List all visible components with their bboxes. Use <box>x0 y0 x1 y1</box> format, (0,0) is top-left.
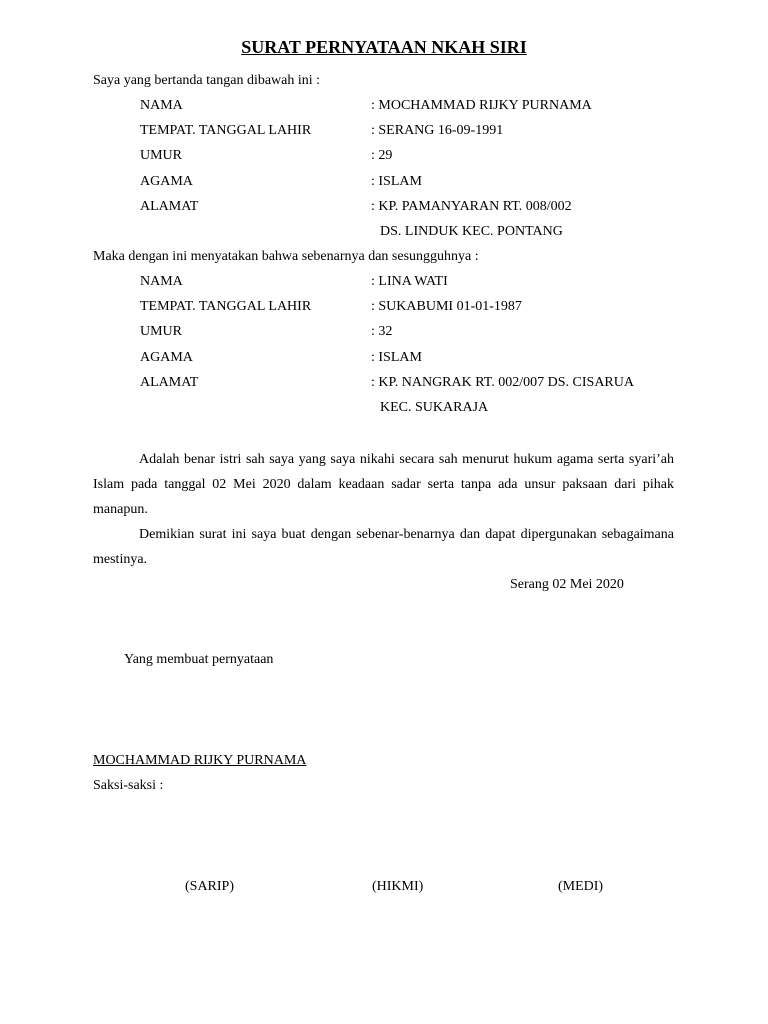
declarant-nama-value: : MOCHAMMAD RIJKY PURNAMA <box>371 98 592 113</box>
spouse-nama-value: : LINA WATI <box>371 274 448 289</box>
spouse-nama-label: NAMA <box>140 274 183 289</box>
statement-paragraph-1: Adalah benar istri sah saya yang saya nikahi secara sah menurut hukum agama serta syari’ah Islam pada tanggal 02 Mei 2020 dalam keadaan sadar serta tanpa ada unsur paksaan dari pihak manapun. <box>93 452 674 517</box>
witnesses-label: Saksi-saksi : <box>93 778 164 793</box>
declarant-agama-label: AGAMA <box>140 174 193 189</box>
statement-paragraphs <box>93 447 674 572</box>
spouse-umur-label: UMUR <box>140 324 183 339</box>
spouse-ttl-label: TEMPAT. TANGGAL LAHIR <box>140 299 312 314</box>
declarant-alamat-value: : KP. PAMANYARAN RT. 008/002 <box>371 199 572 214</box>
spouse-alamat-label: ALAMAT <box>140 375 199 390</box>
spouse-umur-value: : 32 <box>371 324 393 339</box>
middle-line: Maka dengan ini menyatakan bahwa sebenarnya dan sesungguhnya : <box>93 249 479 264</box>
declarant-umur-value: : 29 <box>371 148 393 163</box>
signature-caption: Yang membuat pernyataan <box>124 652 274 667</box>
witness-1: (SARIP) <box>185 879 235 894</box>
spouse-alamat-value: : KP. NANGRAK RT. 002/007 DS. CISARUA <box>371 375 634 390</box>
spouse-agama-label: AGAMA <box>140 350 193 365</box>
spouse-alamat-value-line2: KEC. SUKARAJA <box>380 400 489 415</box>
witness-2: (HIKMI) <box>372 879 424 894</box>
declarant-agama-value: : ISLAM <box>371 174 422 189</box>
witness-3: (MEDI) <box>558 879 604 894</box>
declarant-ttl-value: : SERANG 16-09-1991 <box>371 123 504 138</box>
declarant-nama-label: NAMA <box>140 98 183 113</box>
document-title: SURAT PERNYATAAN NKAH SIRI <box>241 37 527 57</box>
declarant-ttl-label: TEMPAT. TANGGAL LAHIR <box>140 123 312 138</box>
declarant-alamat-label: ALAMAT <box>140 199 199 214</box>
signer-name: MOCHAMMAD RIJKY PURNAMA <box>93 753 307 768</box>
statement-paragraph-2: Demikian surat ini saya buat dengan sebenar-benarnya dan dapat dipergunakan sebagaimana mestinya. <box>93 527 674 567</box>
spouse-ttl-value: : SUKABUMI 01-01-1987 <box>371 299 522 314</box>
declarant-umur-label: UMUR <box>140 148 183 163</box>
declarant-alamat-value-line2: DS. LINDUK KEC. PONTANG <box>380 224 563 239</box>
spouse-agama-value: : ISLAM <box>371 350 422 365</box>
place-date: Serang 02 Mei 2020 <box>510 577 624 592</box>
intro-line: Saya yang bertanda tangan dibawah ini : <box>93 73 321 88</box>
